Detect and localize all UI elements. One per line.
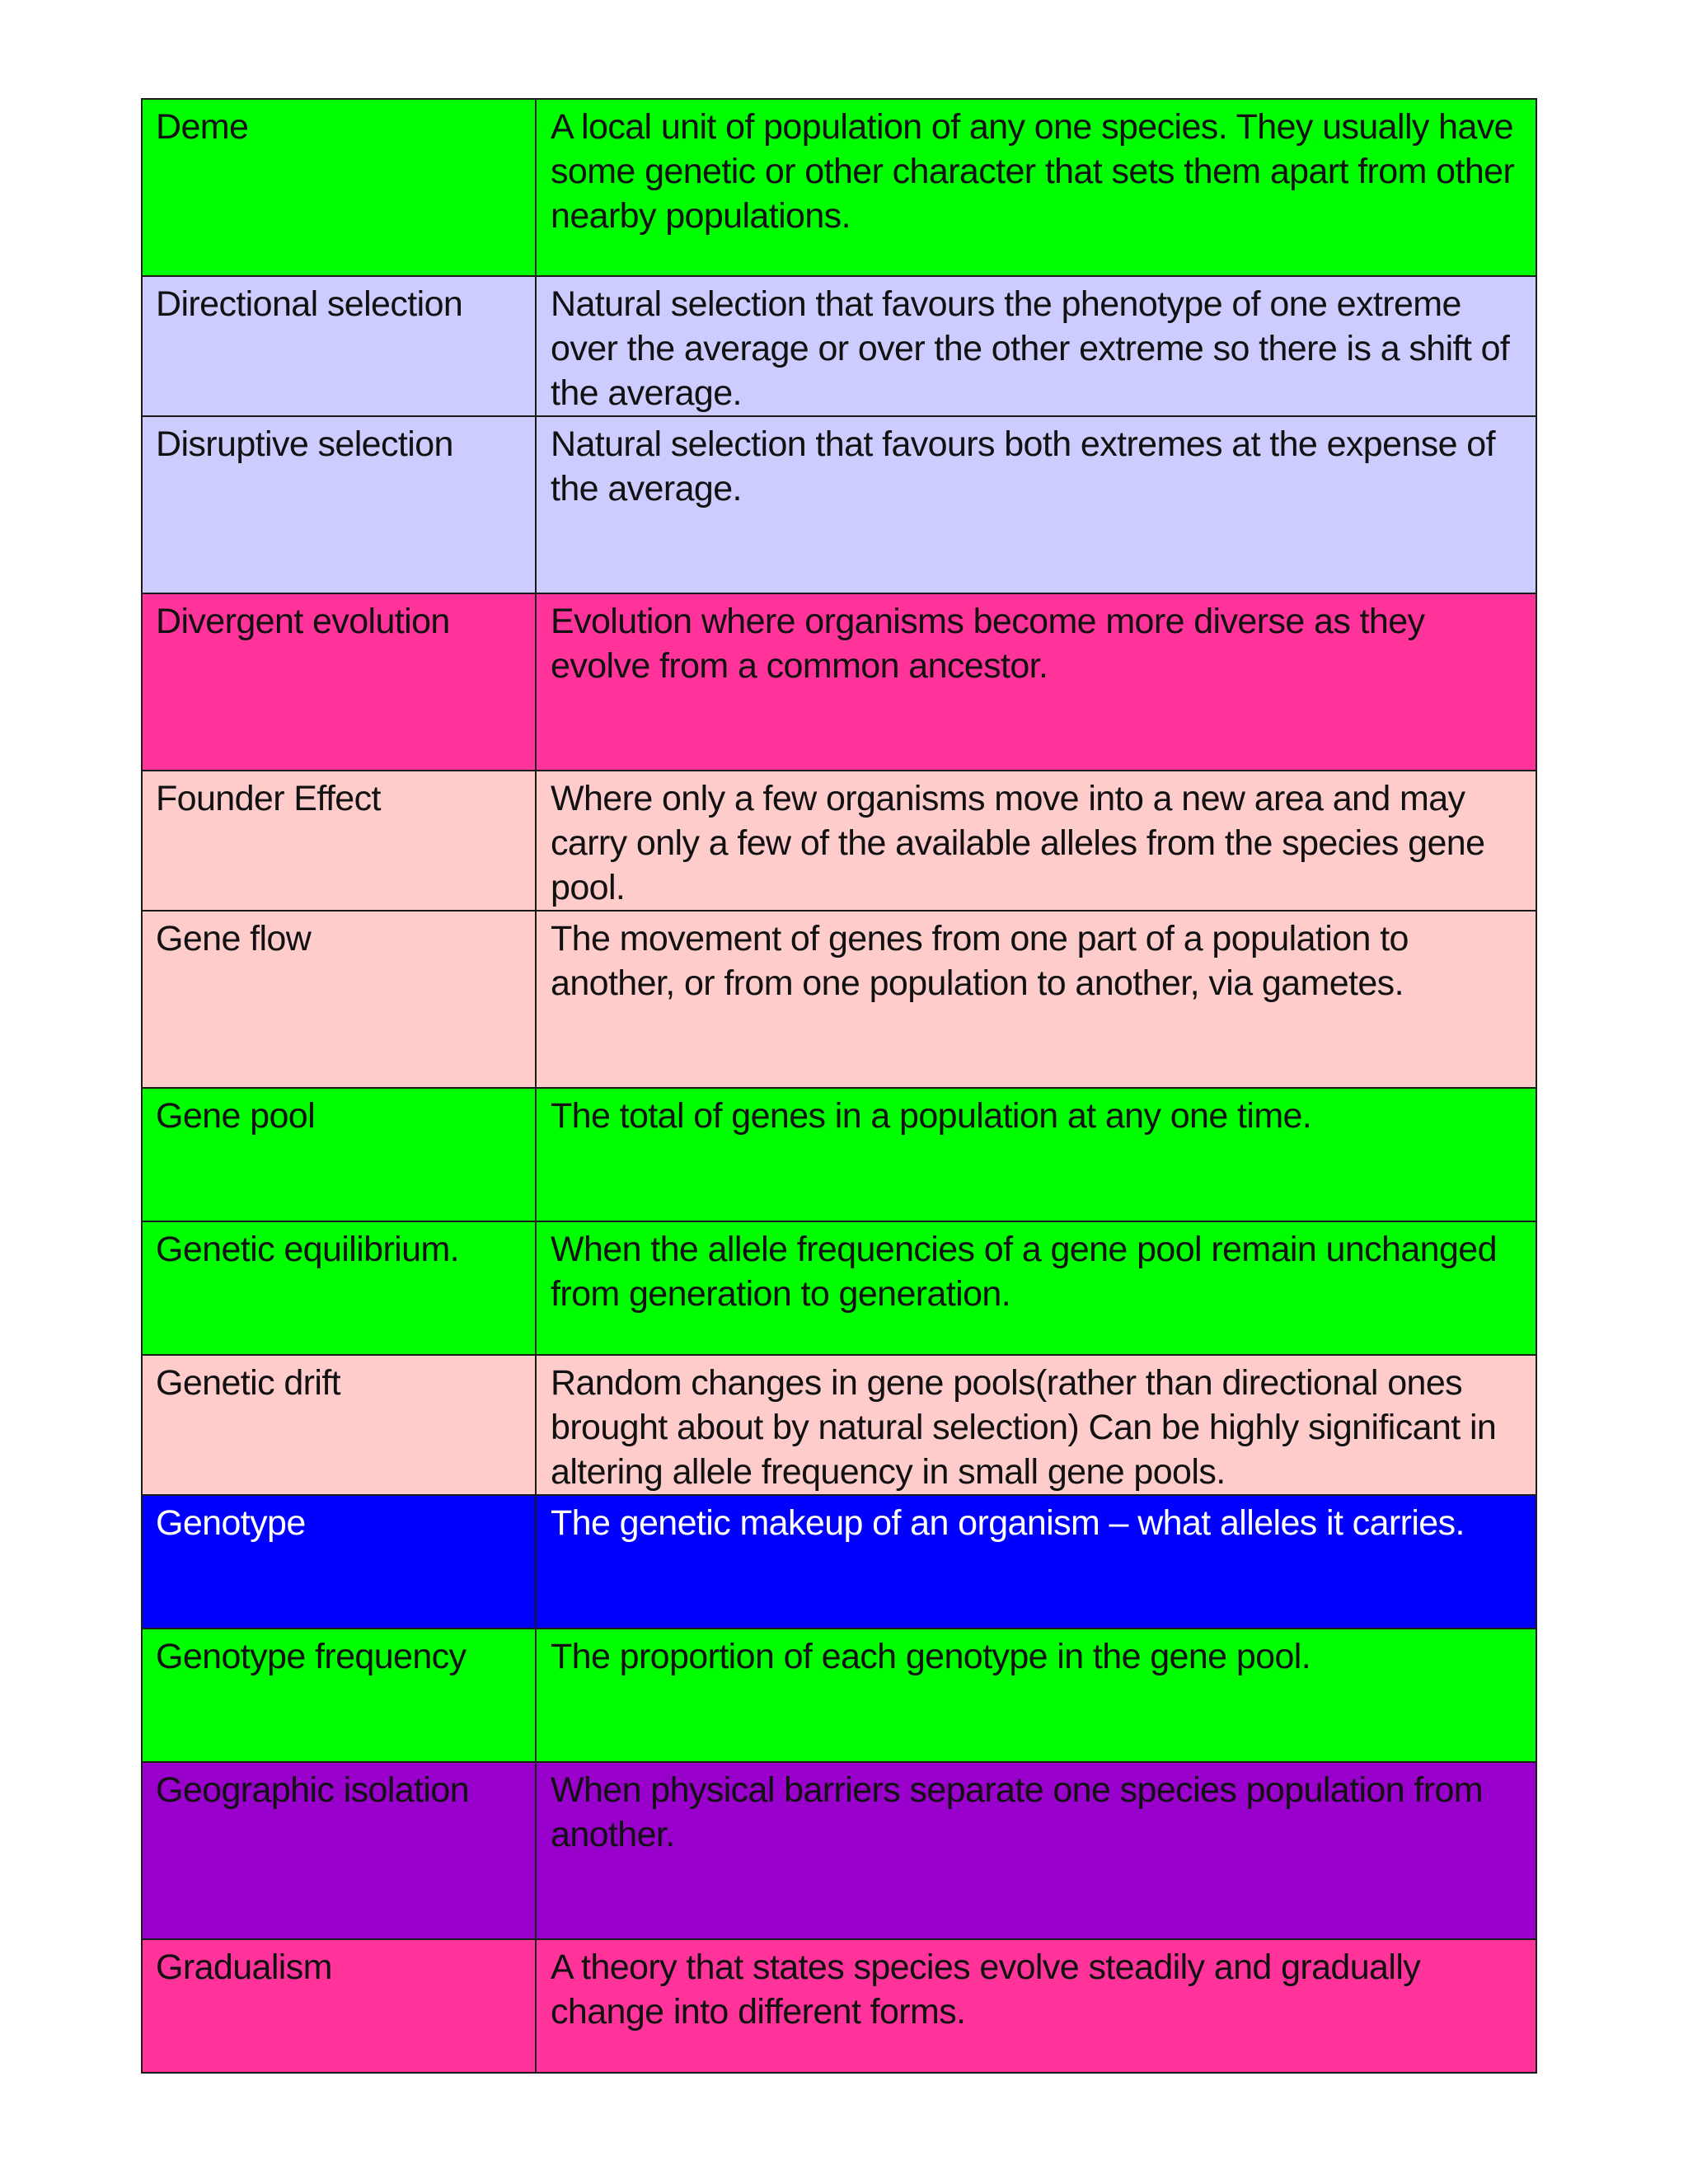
term-cell: Gene pool xyxy=(142,1088,536,1221)
table-row xyxy=(142,416,1536,593)
term-cell: Genotype xyxy=(142,1495,536,1629)
definition-cell: Natural selection that favours both extremes at the expense of the average. xyxy=(536,416,1536,593)
table-row xyxy=(142,1495,1536,1629)
table-row xyxy=(142,1939,1536,2073)
term-cell: Deme xyxy=(142,99,536,276)
table-row xyxy=(142,1629,1536,1762)
definition-cell: Random changes in gene pools(rather than directional ones brought about by natural selection) Can be highly significant in altering allele frequency in small gene pools. xyxy=(536,1355,1536,1495)
term-cell: Genetic drift xyxy=(142,1355,536,1495)
definition-cell: The proportion of each genotype in the gene pool. xyxy=(536,1629,1536,1762)
table-row xyxy=(142,771,1536,911)
table-row xyxy=(142,99,1536,276)
definition-cell: Evolution where organisms become more diverse as they evolve from a common ancestor. xyxy=(536,593,1536,771)
term-cell: Founder Effect xyxy=(142,771,536,911)
table-row xyxy=(142,1221,1536,1355)
table-row xyxy=(142,593,1536,771)
definition-cell: Where only a few organisms move into a new area and may carry only a few of the available alleles from the species gene pool. xyxy=(536,771,1536,911)
term-cell: Geographic isolation xyxy=(142,1762,536,1939)
definition-cell: When physical barriers separate one species population from another. xyxy=(536,1762,1536,1939)
definition-cell: The movement of genes from one part of a population to another, or from one population to another, via gametes. xyxy=(536,911,1536,1088)
table-row xyxy=(142,911,1536,1088)
term-cell: Disruptive selection xyxy=(142,416,536,593)
table-row xyxy=(142,276,1536,416)
term-cell: Gene flow xyxy=(142,911,536,1088)
glossary-table xyxy=(141,98,1537,2074)
definition-cell: A local unit of population of any one species. They usually have some genetic or other character that sets them apart from other nearby populations. xyxy=(536,99,1536,276)
table-row xyxy=(142,1355,1536,1495)
table-row xyxy=(142,1088,1536,1221)
term-cell: Genotype frequency xyxy=(142,1629,536,1762)
table-row xyxy=(142,1762,1536,1939)
definition-cell: The genetic makeup of an organism – what alleles it carries. xyxy=(536,1495,1536,1629)
definition-cell: A theory that states species evolve steadily and gradually change into different forms. xyxy=(536,1939,1536,2073)
definition-cell: Natural selection that favours the phenotype of one extreme over the average or over the other extreme so there is a shift of the average. xyxy=(536,276,1536,416)
term-cell: Genetic equilibrium. xyxy=(142,1221,536,1355)
term-cell: Directional selection xyxy=(142,276,536,416)
term-cell: Divergent evolution xyxy=(142,593,536,771)
definition-cell: The total of genes in a population at any one time. xyxy=(536,1088,1536,1221)
term-cell: Gradualism xyxy=(142,1939,536,2073)
definition-cell: When the allele frequencies of a gene pool remain unchanged from generation to generation. xyxy=(536,1221,1536,1355)
